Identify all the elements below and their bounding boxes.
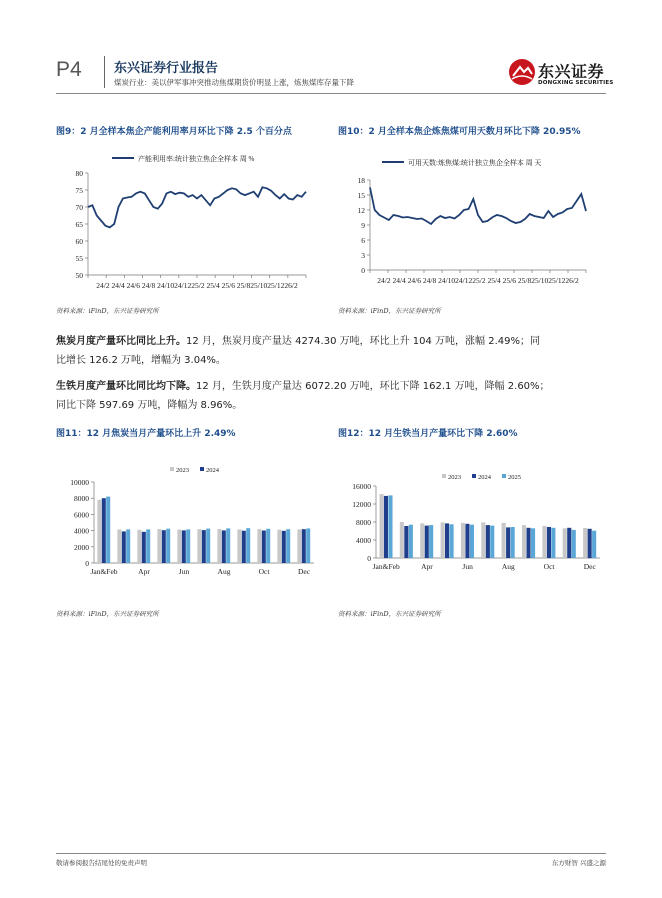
x-tick-label: Apr [421, 562, 433, 571]
y-tick-label: 50 [75, 271, 83, 280]
legend-label: 可用天数:炼焦煤:统计独立焦企全样本 周 天 [408, 159, 542, 167]
bar [297, 529, 301, 563]
bar [527, 528, 531, 558]
x-tick-label: Dec [583, 562, 596, 571]
bar [542, 526, 546, 558]
legend-swatch [472, 474, 476, 478]
y-tick-label: 10000 [70, 478, 89, 487]
bar [563, 528, 567, 558]
bar [157, 529, 161, 563]
footer-rule [56, 853, 606, 854]
x-tick-label: Jan&Feb [372, 562, 400, 571]
legend-swatch [502, 474, 506, 478]
y-tick-label: 9 [361, 221, 365, 230]
bar [547, 527, 551, 558]
header-divider [104, 56, 105, 88]
y-tick-label: 60 [75, 237, 83, 246]
y-tick-label: 6000 [74, 510, 89, 520]
bar [222, 530, 226, 563]
x-tick-label: Jun [178, 567, 190, 576]
y-tick-label: 8000 [74, 494, 89, 504]
bar [380, 494, 384, 558]
legend-swatch [200, 467, 204, 471]
logo-text: 东兴证券 [538, 62, 605, 81]
bar [182, 530, 186, 563]
legend-label: 2023 [176, 467, 189, 474]
footer-slogan: 东方财智 兴盛之源 [551, 859, 606, 867]
bar [400, 522, 404, 558]
bar [465, 524, 469, 558]
bar [102, 498, 106, 563]
y-tick-label: 6 [361, 236, 365, 245]
paragraph-coke-line1: 12 月，焦炭月度产量达 4274.30 万吨，环比上升 104 万吨，涨幅 2.49%；同 [186, 336, 541, 347]
y-tick-label: 2000 [74, 542, 89, 552]
bar [486, 525, 490, 558]
x-tick-label: Aug [501, 562, 515, 571]
paragraph-iron-output [56, 377, 606, 415]
figure-10-title: 图10：2 月全样本焦企炼焦煤可用天数月环比下降 20.95% [338, 127, 581, 137]
bar [461, 523, 465, 558]
bar [237, 529, 241, 563]
paragraph-iron-lead: 生铁月度产量环比同比均下降。 [56, 381, 196, 392]
report-subtitle: 煤炭行业：美以伊军事冲突推动焦煤期货价明显上涨，炼焦煤库存量下降 [114, 78, 354, 87]
y-tick-label: 15 [357, 191, 365, 200]
bar [266, 529, 270, 563]
paragraph-iron-line2: 同比下降 597.69 万吨，降幅为 8.96%。 [56, 400, 243, 411]
bar [106, 497, 110, 563]
y-tick-label: 70 [75, 203, 83, 212]
figure-12-title: 图12：12 月生铁当月产量环比下降 2.60% [338, 429, 518, 439]
x-tick-label: Jun [462, 562, 473, 571]
logo-emblem-icon [508, 58, 536, 86]
bar [420, 523, 424, 558]
bar [502, 523, 506, 558]
figure-10-source: 资料来源：iFinD，东兴证券研究所 [338, 307, 441, 315]
bar [166, 529, 170, 563]
bar [202, 530, 206, 563]
bar [177, 530, 181, 564]
bar [257, 529, 261, 563]
bar [97, 500, 101, 563]
bar [384, 496, 388, 558]
x-tick-label: Oct [543, 562, 555, 571]
series-line [88, 187, 306, 227]
y-tick-label: 4000 [74, 526, 89, 536]
bar [441, 522, 445, 558]
bar [445, 523, 449, 558]
bar [262, 531, 266, 564]
y-tick-label: 18 [357, 176, 365, 185]
legend-label: 2024 [206, 467, 219, 474]
bar [522, 525, 526, 558]
bar [306, 528, 310, 563]
x-tick-label: Jan&Feb [90, 567, 118, 576]
bar [162, 530, 166, 563]
logo-subtext: DONGXING SECURITIES [538, 80, 614, 86]
report-title: 东兴证券行业报告 [114, 61, 219, 76]
bar [117, 529, 121, 563]
y-tick-label: 16000 [352, 482, 371, 491]
header-rule [56, 93, 606, 94]
x-tick-label: Dec [297, 567, 311, 576]
x-tick-label: Apr [138, 567, 150, 576]
y-tick-label: 8000 [356, 518, 371, 527]
footer-disclaimer: 敬请参阅报告结尾处的免责声明 [56, 859, 147, 867]
legend-label: 2024 [478, 474, 491, 481]
bar [226, 528, 230, 563]
paragraph-coke-output [56, 332, 606, 370]
bar [583, 528, 587, 558]
bar [277, 530, 281, 563]
y-tick-label: 0 [367, 554, 371, 563]
bar [137, 530, 141, 563]
bar [572, 530, 576, 558]
y-tick-label: 0 [85, 559, 89, 568]
bar [206, 529, 210, 563]
bar [126, 529, 130, 563]
bar [404, 526, 408, 558]
y-tick-label: 12000 [352, 500, 371, 509]
bar [286, 529, 290, 563]
bar [567, 528, 571, 558]
y-tick-label: 75 [75, 186, 83, 195]
chart-10 [338, 142, 606, 298]
legend-label: 2023 [448, 474, 461, 481]
y-tick-label: 65 [75, 220, 83, 229]
x-tick-labels: 24/2 24/4 24/6 24/8 24/1024/1225/2 25/4 25/6 25/825/1025/1226/2 [377, 276, 579, 285]
figure-11-title: 图11：12 月焦炭当月产量环比上升 2.49% [56, 429, 236, 439]
series-line [370, 188, 586, 225]
bar [217, 529, 221, 563]
figure-9-title: 图9：2 月全样本焦企产能利用率月环比下降 2.5 个百分点 [56, 127, 292, 137]
bar [142, 532, 146, 563]
figure-9-source: 资料来源：iFinD，东兴证券研究所 [56, 307, 159, 315]
paragraph-iron-line1: 12 月，生铁月度产量达 6072.20 万吨，环比下降 162.1 万吨，降幅 2.60%； [196, 381, 550, 392]
bar [197, 529, 201, 563]
figure-12-source: 资料来源：iFinD，东兴证券研究所 [338, 610, 441, 618]
bar [490, 526, 494, 558]
chart-11 [56, 455, 318, 585]
x-tick-label: Oct [258, 567, 270, 576]
chart-12 [338, 462, 606, 584]
figure-11-source: 资料来源：iFinD，东兴证券研究所 [56, 610, 159, 618]
y-tick-label: 4000 [356, 536, 371, 545]
bar [242, 531, 246, 563]
y-tick-label: 80 [75, 169, 83, 178]
y-tick-label: 3 [361, 251, 365, 260]
bar [450, 524, 454, 558]
bar [511, 527, 515, 558]
bar [186, 529, 190, 563]
y-tick-label: 0 [361, 266, 365, 275]
bar [409, 525, 413, 558]
bar [122, 531, 126, 563]
x-tick-labels: 24/2 24/4 24/6 24/8 24/1024/1225/2 25/4 25/6 25/825/1025/1226/2 [96, 281, 298, 290]
bar [506, 527, 510, 558]
bar [592, 531, 596, 558]
bar [470, 525, 474, 558]
bar [302, 529, 306, 563]
bar [388, 495, 392, 558]
bar [429, 525, 433, 558]
bar [551, 528, 555, 558]
chart-9 [56, 142, 318, 298]
legend-swatch [442, 474, 446, 478]
page-number: P4 [56, 58, 82, 81]
paragraph-coke-lead: 焦炭月度产量环比同比上升。 [56, 336, 186, 347]
y-tick-label: 12 [357, 206, 365, 215]
legend-swatch [170, 467, 174, 471]
y-tick-label: 55 [75, 254, 83, 263]
bar [282, 531, 286, 563]
bar [481, 522, 485, 558]
legend-label: 产能利用率:统计独立焦企全样本 周 % [138, 155, 255, 163]
bar [246, 528, 250, 563]
x-tick-label: Aug [217, 567, 231, 576]
legend-label: 2025 [508, 474, 521, 481]
bar [588, 529, 592, 558]
bar [146, 529, 150, 563]
paragraph-coke-line2: 比增长 126.2 万吨，增幅为 3.04%。 [56, 355, 226, 366]
bar [531, 528, 535, 558]
bar [425, 526, 429, 558]
